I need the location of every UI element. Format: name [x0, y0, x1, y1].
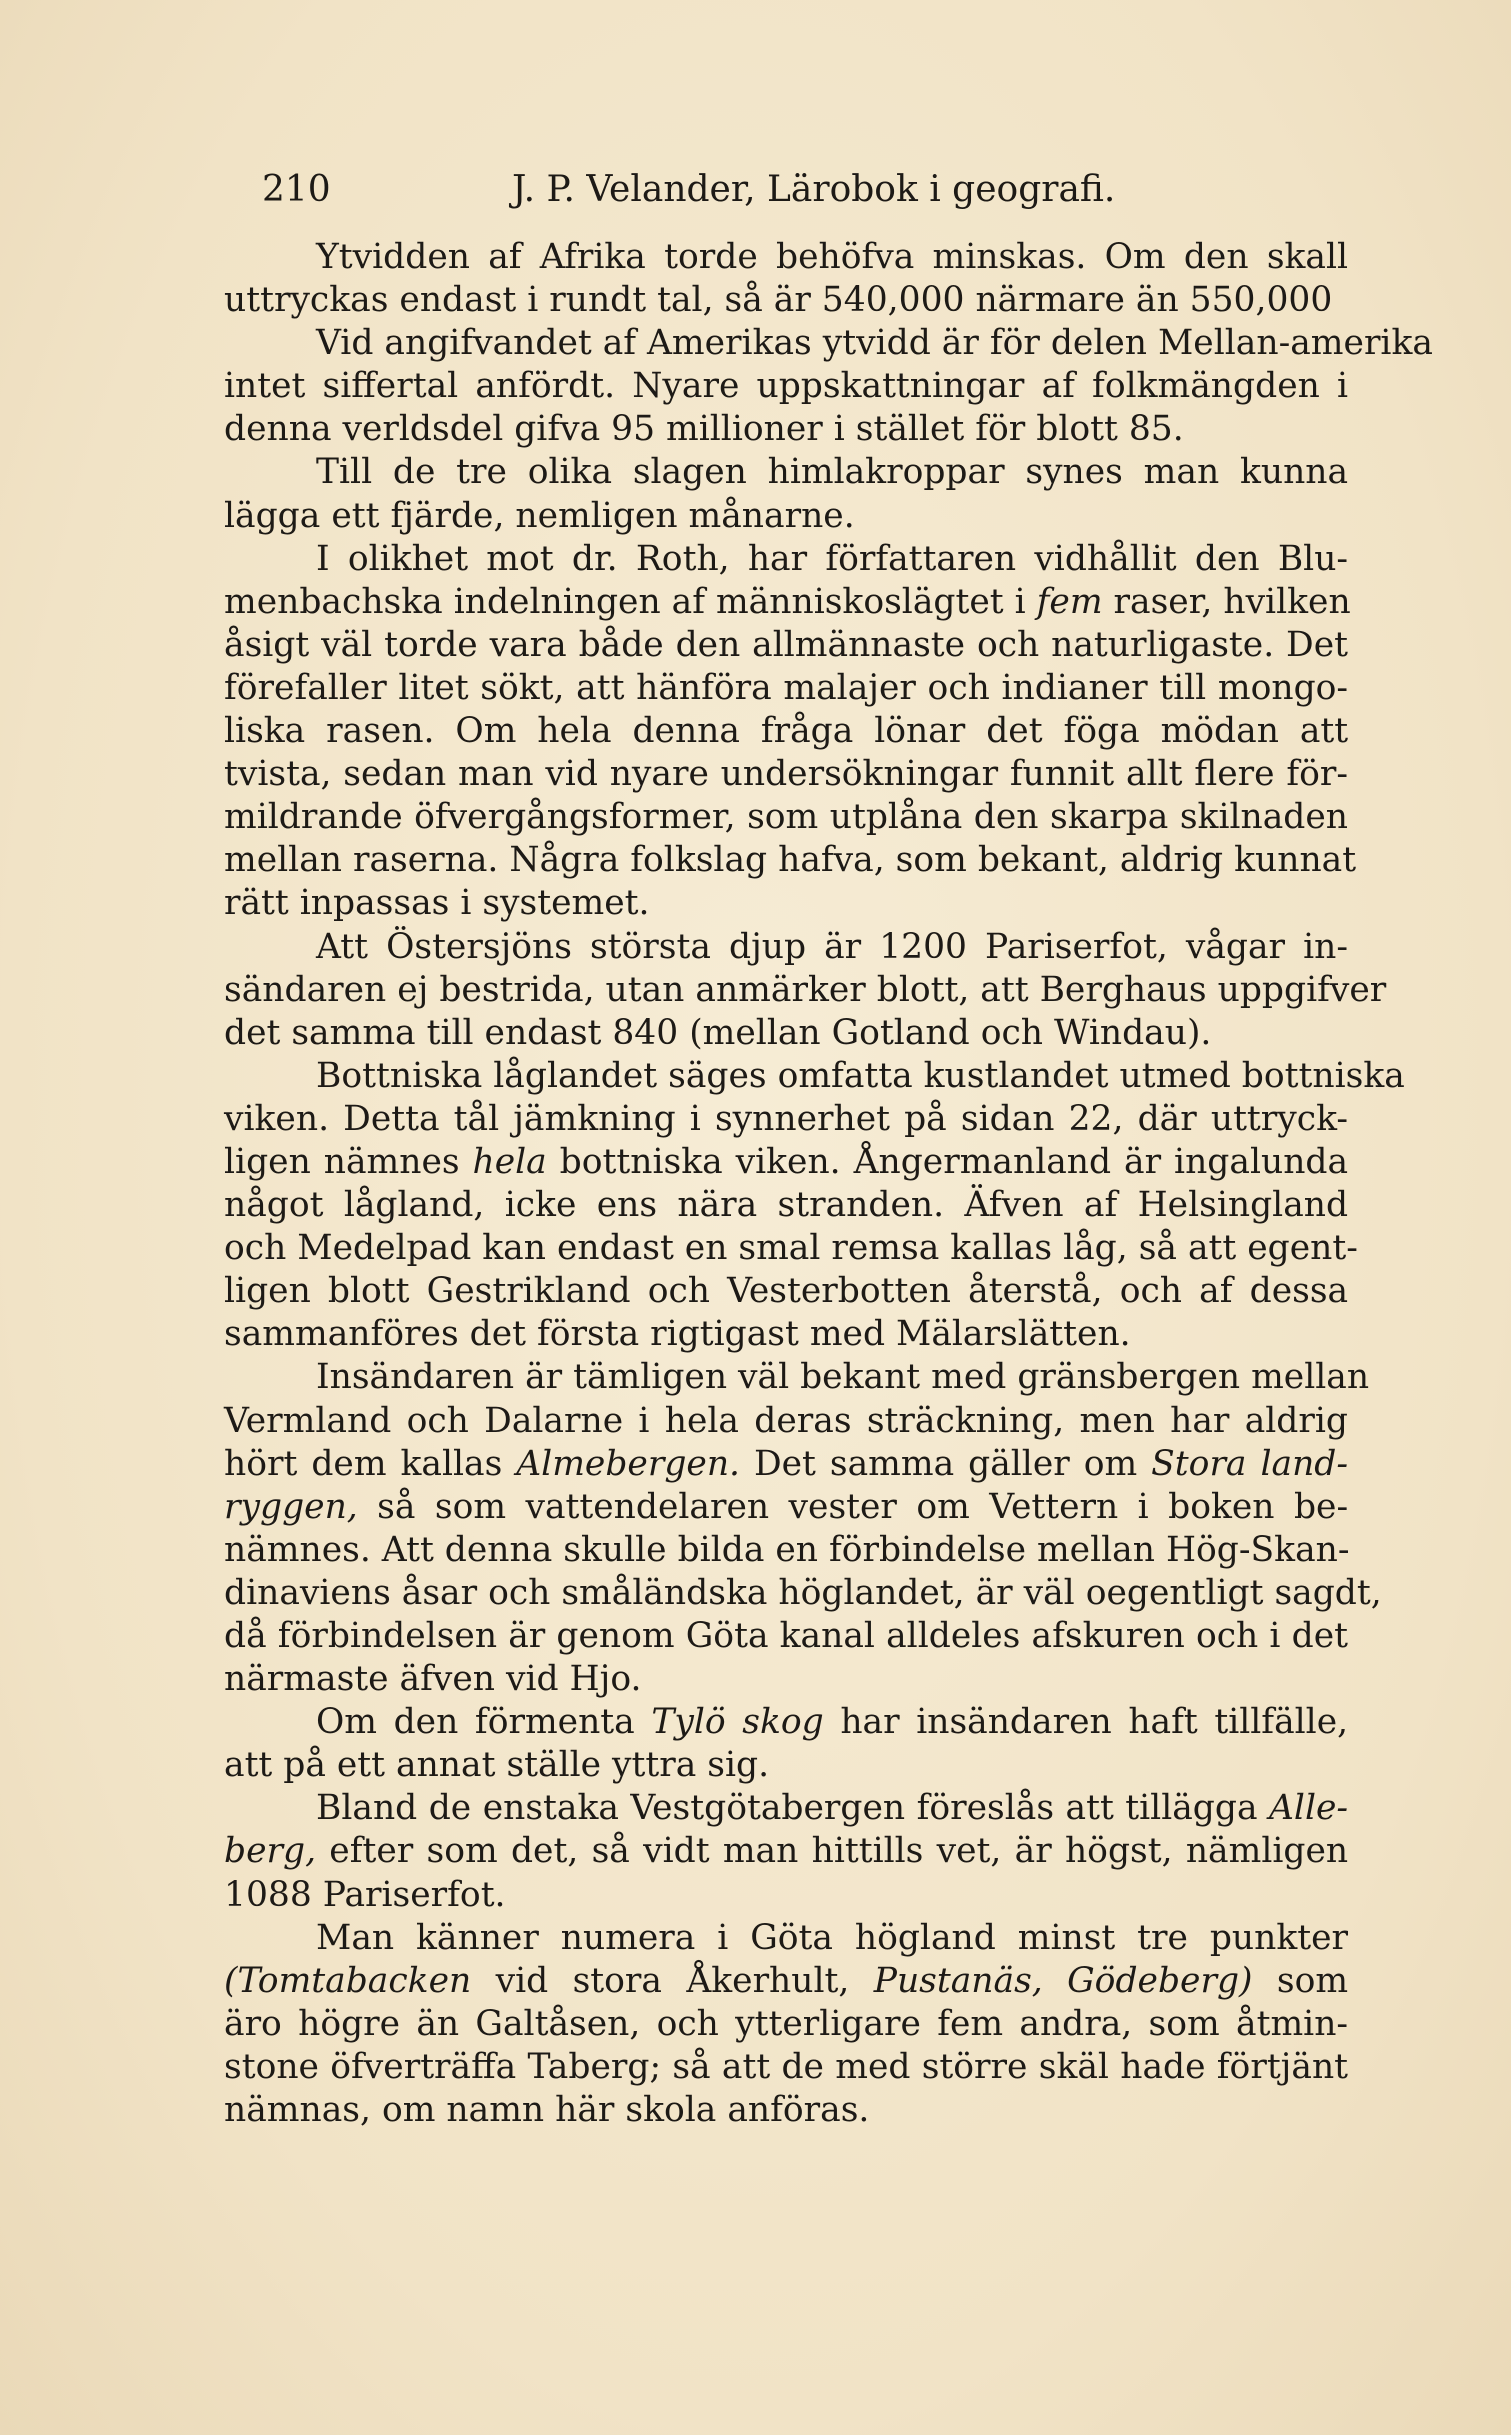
- paragraph: [224, 322, 1433, 451]
- text-line: rätt inpassas i systemet.: [224, 883, 650, 924]
- text-line: liska rasen. Om hela denna fråga lönar det föga mödan att: [224, 711, 1349, 752]
- text-line: berg, efter som det, så vidt man hittills vet, är högst, nämligen: [224, 1831, 1349, 1872]
- text-line: mellan raserna. Några folkslag hafva, som bekant, aldrig kunnat: [224, 840, 1357, 881]
- paragraph: [224, 1917, 1348, 2132]
- text-line: tvista, sedan man vid nyare undersökningar funnit allt flere för-: [224, 754, 1349, 795]
- text-line: Att Östersjöns största djup är 1200 Pariserfot, vågar in-: [316, 926, 1348, 967]
- text-line: sändaren ej bestrida, utan anmärker blott, att Berghaus uppgifver: [224, 969, 1387, 1010]
- paragraph: [224, 1701, 1348, 1787]
- text-line: uttryckas endast i rundt tal, så är 540,000 närmare än 550,000: [224, 280, 1333, 321]
- text-line: (Tomtabacken vid stora Åkerhult, Pustanäs, Gödeberg) som: [224, 1960, 1349, 2001]
- running-title: J. P. Velander, Lärobok i geografi.: [512, 169, 1116, 210]
- text-line: sammanföres det första rigtigast med Mälarslätten.: [224, 1314, 1131, 1355]
- text-line: 1088 Pariserfot.: [224, 1874, 506, 1915]
- text-line: viken. Detta tål jämkning i synnerhet på sidan 22, där uttryck-: [224, 1098, 1349, 1139]
- text-line: ligen blott Gestrikland och Vesterbotten återstå, och af dessa: [224, 1271, 1349, 1312]
- text-line: denna verldsdel gifva 95 millioner i stället för blott 85.: [224, 409, 1184, 450]
- text-line: hört dem kallas Almebergen. Det samma gäller om Stora land-: [224, 1443, 1349, 1484]
- text-line: Bland de enstaka Vestgötabergen föreslås att tillägga Alle-: [316, 1788, 1349, 1829]
- text-line: åsigt väl torde vara både den allmännaste och naturligaste. Det: [224, 624, 1348, 665]
- paragraph: [224, 538, 1357, 926]
- paragraph: [224, 1055, 1405, 1357]
- text-line: förefaller litet sökt, att hänföra malajer och indianer till mongo-: [224, 667, 1349, 708]
- text-line: Vid angifvandet af Amerikas ytvidd är för delen Mellan-amerika: [316, 323, 1433, 364]
- paragraph: [224, 1356, 1382, 1701]
- text-line: något lågland, icke ens nära stranden. Äfven af Helsingland: [224, 1185, 1349, 1226]
- text-line: menbachska indelningen af människoslägtet i fem raser, hvilken: [224, 581, 1351, 622]
- text-line: ryggen, så som vattendelaren vester om Vettern i boken be-: [224, 1486, 1349, 1527]
- text-line: Man känner numera i Göta högland minst tre punkter: [316, 1917, 1349, 1958]
- text-line: Bottniska låglandet säges omfatta kustlandet utmed bottniska: [316, 1055, 1405, 1096]
- text-line: ligen nämnes hela bottniska viken. Ångermanland är ingalunda: [224, 1141, 1349, 1182]
- text-line: nämnes. Att denna skulle bilda en förbindelse mellan Hög-Skan-: [224, 1529, 1350, 1570]
- paragraph: [224, 1787, 1348, 1916]
- text-line: och Medelpad kan endast en smal remsa kallas låg, så att egent-: [224, 1228, 1358, 1269]
- paragraph: [224, 451, 1348, 537]
- text-line: nämnas, om namn här skola anföras.: [224, 2090, 870, 2131]
- text-line: Om den förmenta Tylö skog har insändaren haft tillfälle,: [316, 1702, 1349, 1743]
- text-line: Ytvidden af Afrika torde behöfva minskas. Om den skall: [316, 237, 1349, 277]
- text-line: närmaste äfven vid Hjo.: [224, 1659, 642, 1700]
- text-line: Till de tre olika slagen himlakroppar synes man kunna: [316, 452, 1349, 493]
- text-line: lägga ett fjärde, nemligen månarne.: [224, 495, 855, 536]
- page-number: 210: [262, 169, 331, 210]
- paragraph: [224, 236, 1348, 322]
- text-line: då förbindelsen är genom Göta kanal alldeles afskuren och i det: [224, 1616, 1348, 1656]
- text-line: mildrande öfvergångsformer, som utplåna den skarpa skilnaden: [224, 797, 1349, 838]
- text-line: stone öfverträffa Taberg; så att de med större skäl hade förtjänt: [224, 2046, 1349, 2087]
- text-line: Vermland och Dalarne i hela deras sträckning, men har aldrig: [224, 1400, 1349, 1441]
- page-body-text: [224, 236, 1433, 2132]
- paragraph: [224, 926, 1387, 1055]
- text-line: I olikhet mot dr. Roth, har författaren vidhållit den Blu-: [316, 538, 1349, 579]
- text-line: dinaviens åsar och småländska höglandet, är väl oegentligt sagdt,: [224, 1572, 1382, 1613]
- text-line: att på ett annat ställe yttra sig.: [224, 1745, 770, 1786]
- text-line: intet siffertal anfördt. Nyare uppskattningar af folkmängden i: [224, 366, 1349, 407]
- text-line: det samma till endast 840 (mellan Gotland och Windau).: [224, 1012, 1212, 1053]
- text-line: äro högre än Galtåsen, och ytterligare fem andra, som åtmin-: [224, 2003, 1349, 2044]
- text-line: Insändaren är tämligen väl bekant med gränsbergen mellan: [316, 1357, 1370, 1398]
